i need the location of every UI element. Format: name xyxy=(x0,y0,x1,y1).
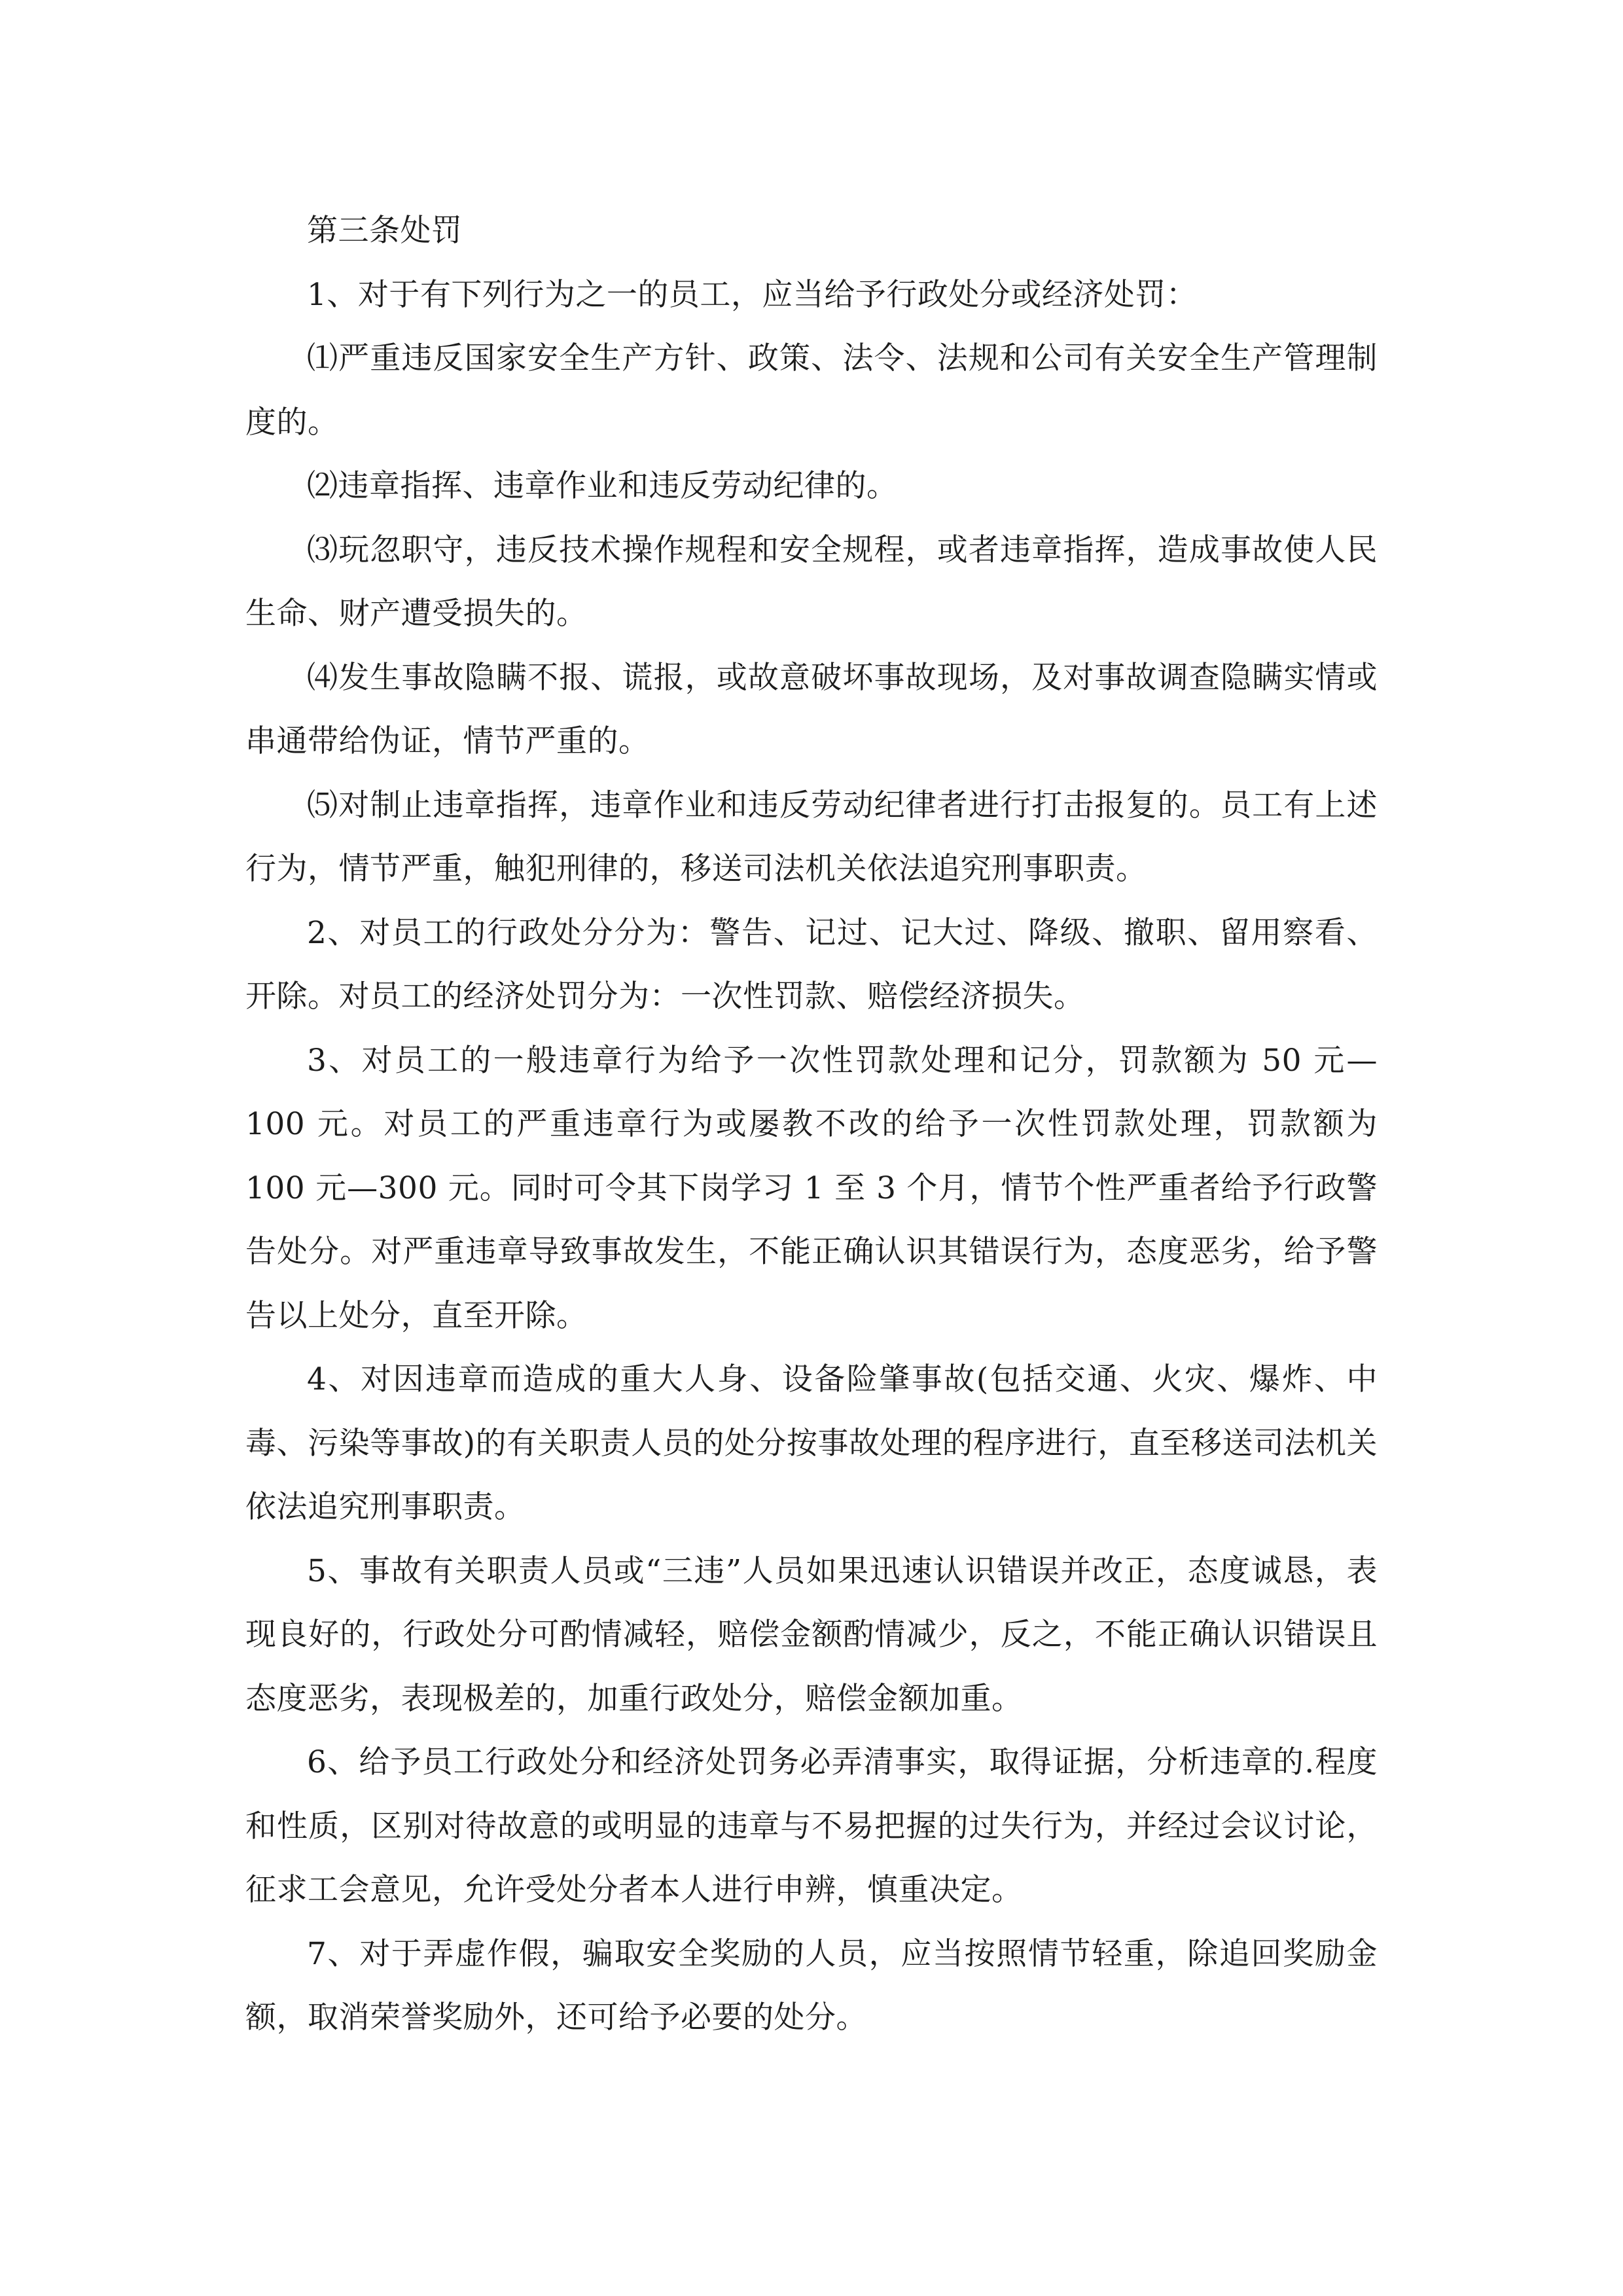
section-heading: 第三条处罚 xyxy=(307,213,463,249)
paragraph-2: 2、对员工的行政处分分为：警告、记过、记大过、降级、撤职、留用察看、开除。对员工的经济处罚分为：一次性罚款、赔偿经济损失。 xyxy=(245,914,1378,1014)
paragraph-5: 5、事故有关职责人员或“三违”人员如果迅速认识错误并改正，态度诚恳，表现良好的，行政处分可酌情减轻，赔偿金额酌情减少，反之，不能正确认识错误且态度恶劣，表现极差的，加重行政处分，赔偿金额加重。 xyxy=(245,1552,1378,1717)
paragraph-item-5: ⑸对制止违章指挥，违章作业和违反劳动纪律者进行打击报复的。员工有上述行为，情节严重，触犯刑律的，移送司法机关依法追究刑事职责。 xyxy=(245,787,1378,887)
paragraph-item-4: ⑷发生事故隐瞒不报、谎报，或故意破坏事故现场，及对事故调查隐瞒实情或串通带给伪证，情节严重的。 xyxy=(245,659,1378,759)
paragraph-6: 6、给予员工行政处分和经济处罚务必弄清事实，取得证据，分析违章的.程度和性质，区别对待故意的或明显的违章与不易把握的过失行为，并经过会议讨论，征求工会意见，允许受处分者本人进行申辨，慎重决定。 xyxy=(245,1744,1378,1908)
document-body xyxy=(245,199,1388,2050)
paragraph-1: 1、对于有下列行为之一的员工，应当给予行政处分或经济处罚： xyxy=(307,276,1198,313)
paragraph-7: 7、对于弄虚作假，骗取安全奖励的人员，应当按照情节轻重，除追回奖励金额，取消荣誉奖励外，还可给予必要的处分。 xyxy=(245,1935,1378,2036)
paragraph-item-1: ⑴严重违反国家安全生产方针、政策、法令、法规和公司有关安全生产管理制度的。 xyxy=(245,340,1378,440)
paragraph-item-3: ⑶玩忽职守，违反技术操作规程和安全规程，或者违章指挥，造成事故使人民生命、财产遭受损失的。 xyxy=(245,531,1378,632)
paragraph-4: 4、对因违章而造成的重大人身、设备险肇事故(包括交通、火灾、爆炸、中毒、污染等事故)的有关职责人员的处分按事故处理的程序进行，直至移送司法机关依法追究刑事职责。 xyxy=(245,1361,1378,1525)
paragraph-3: 3、对员工的一般违章行为给予一次性罚款处理和记分，罚款额为 50 元—100 元。对员工的严重违章行为或屡教不改的给予一次性罚款处理，罚款额为 100 元—300 元。同时可令其下岗学习 1 至 3 个月，情节个性严重者给予行政警告处分。对严重违章导致事故发生，不能正确认识其错误行为，态度恶劣，给予警告以上处分，直至开除。 xyxy=(245,1042,1388,1334)
paragraph-item-2: ⑵违章指挥、违章作业和违反劳动纪律的。 xyxy=(307,468,898,504)
